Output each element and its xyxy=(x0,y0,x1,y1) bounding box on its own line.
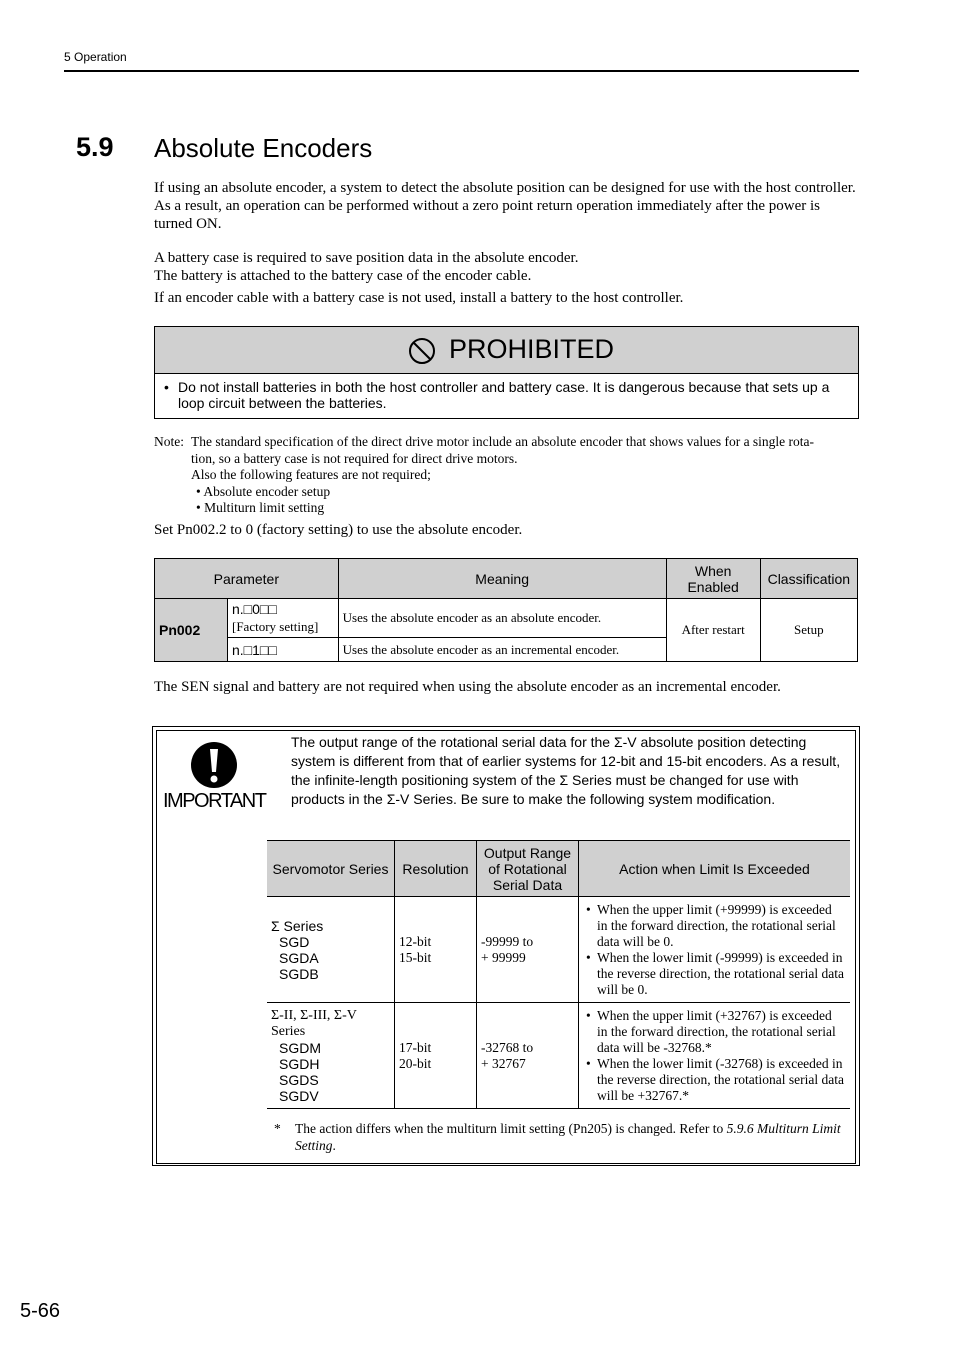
note-label: Note: xyxy=(154,434,184,449)
resolution-value: 20-bit xyxy=(399,1055,432,1071)
action-item: • When the upper limit (+99999) is exceeded in the forward direction, the rotational serial data will be 0. xyxy=(583,902,844,950)
action-item: • When the lower limit (-32768) is exceeded in the reverse direction, the rotational serial data will be +32767.* xyxy=(583,1056,844,1104)
intro-paragraph: If using an absolute encoder, a system to detect the absolute position can be designed for use with the host controller. As a result, an operation can be performed without a zero point return operation immediately after the power is turned ON. xyxy=(154,180,856,232)
section-title: Absolute Encoders xyxy=(154,133,373,163)
important-icon xyxy=(190,741,238,789)
series-title-2: Σ-II, Σ-III, Σ-V Series xyxy=(271,1007,357,1039)
resolution-value: 17-bit xyxy=(399,1039,432,1055)
series-model: SGDB xyxy=(279,965,319,982)
factory-setting-note: [Factory setting] xyxy=(232,619,319,634)
col-header-classification: Classification xyxy=(760,559,857,599)
series-model: SGDA xyxy=(279,949,319,966)
param-code-2: n.□1□□ xyxy=(228,638,339,662)
resolution-value: 15-bit xyxy=(399,949,432,965)
when-enabled-value: After restart xyxy=(666,599,760,662)
action-item: • When the upper limit (+32767) is exceeded in the forward direction, the rotational serial data will be -32768.* xyxy=(583,1008,844,1056)
col-header-action: Action when Limit Is Exceeded xyxy=(579,841,851,897)
note-line-2: tion, so a battery case is not required for direct drive motors. xyxy=(191,450,518,466)
prohibited-text: • Do not install batteries in both the host controller and battery case. It is dangerous because that sets up a loop circuit between the batteries. xyxy=(164,379,830,411)
resolution-value: 12-bit xyxy=(399,933,432,949)
param-code-1: n.□0□□ xyxy=(232,601,277,617)
prohibited-icon xyxy=(408,337,436,365)
section-number: 5.9 xyxy=(76,132,114,162)
page-number: 5-66 xyxy=(20,1300,61,1322)
range-value: -32768 to xyxy=(481,1039,534,1055)
battery-paragraph-2: The battery is attached to the battery case of the encoder cable. xyxy=(154,268,532,284)
series-model: SGDM xyxy=(279,1039,321,1056)
meaning-1: Uses the absolute encoder as an absolute encoder. xyxy=(338,599,666,638)
battery-paragraph-1: A battery case is required to save position data in the absolute encoder. xyxy=(154,250,579,266)
range-value: + 32767 xyxy=(481,1055,526,1071)
footnote-mark: * xyxy=(274,1121,281,1136)
footnote-reference[interactable]: 5.9.6 Multiturn Limit Setting xyxy=(295,1121,841,1153)
classification-value: Setup xyxy=(760,599,857,662)
prohibited-title: PROHIBITED xyxy=(449,334,615,364)
serial-data-table xyxy=(267,840,850,1109)
series-model: SGD xyxy=(279,933,310,950)
action-item: • When the lower limit (-99999) is exceeded in the reverse direction, the rotational serial data will be 0. xyxy=(583,950,844,998)
range-value: + 99999 xyxy=(481,949,526,965)
meaning-2: Uses the absolute encoder as an incremental encoder. xyxy=(338,638,666,662)
battery-paragraph-3: If an encoder cable with a battery case is not used, install a battery to the host controller. xyxy=(154,290,684,306)
series-model: SGDH xyxy=(279,1055,320,1072)
param-number: Pn002 xyxy=(155,599,228,662)
sen-signal-note: The SEN signal and battery are not required when using the absolute encoder as an incremental encoder. xyxy=(154,679,781,695)
col-header-when-enabled: When Enabled xyxy=(666,559,760,599)
col-header-resolution: Resolution xyxy=(395,841,477,897)
table-row xyxy=(267,1003,850,1109)
col-header-servomotor-series: Servomotor Series xyxy=(267,841,395,897)
series-title-1: Σ Series xyxy=(271,917,324,934)
prohibited-header xyxy=(155,327,858,374)
note-item-1: • Absolute encoder setup xyxy=(196,483,331,499)
col-header-meaning: Meaning xyxy=(338,559,666,599)
col-header-output-range: Output Range of Rotational Serial Data xyxy=(477,841,579,897)
important-label: IMPORTANT xyxy=(163,790,266,812)
footnote-end: . xyxy=(332,1137,336,1153)
note-item-2: • Multiturn limit setting xyxy=(196,500,325,515)
set-instruction: Set Pn002.2 to 0 (factory setting) to use the absolute encoder. xyxy=(154,522,523,538)
series-model: SGDS xyxy=(279,1071,319,1088)
note-line-1: The standard specification of the direct drive motor include an absolute encoder that shows values for a single rota- xyxy=(191,434,815,449)
series-model: SGDV xyxy=(279,1087,319,1104)
header-rule xyxy=(64,70,859,72)
note-block xyxy=(154,434,859,517)
prohibited-bullet: Do not install batteries in both the host controller and battery case. It is dangerous because that sets up a loop circuit between the batteries. xyxy=(178,379,830,411)
prohibited-box xyxy=(154,326,859,419)
note-line-3: Also the following features are not required; xyxy=(191,467,431,482)
running-head: 5 Operation xyxy=(64,50,127,64)
parameter-table xyxy=(154,558,858,662)
col-header-parameter: Parameter xyxy=(155,559,339,599)
important-text: The output range of the rotational serial data for the Σ-V absolute position detecting system is different from that of earlier systems for 12-bit and 15-bit encoders. As a result, the infinite-length positioning system of the Σ Series must be changed for use with products in the Σ-V Series. Be sure to make the following system modification. xyxy=(291,734,841,807)
footnote-text: The action differs when the multiturn limit setting (Pn205) is changed. Refer to xyxy=(295,1121,727,1136)
table-row xyxy=(267,897,850,1003)
footnote xyxy=(274,1121,849,1154)
range-value: -99999 to xyxy=(481,933,534,949)
